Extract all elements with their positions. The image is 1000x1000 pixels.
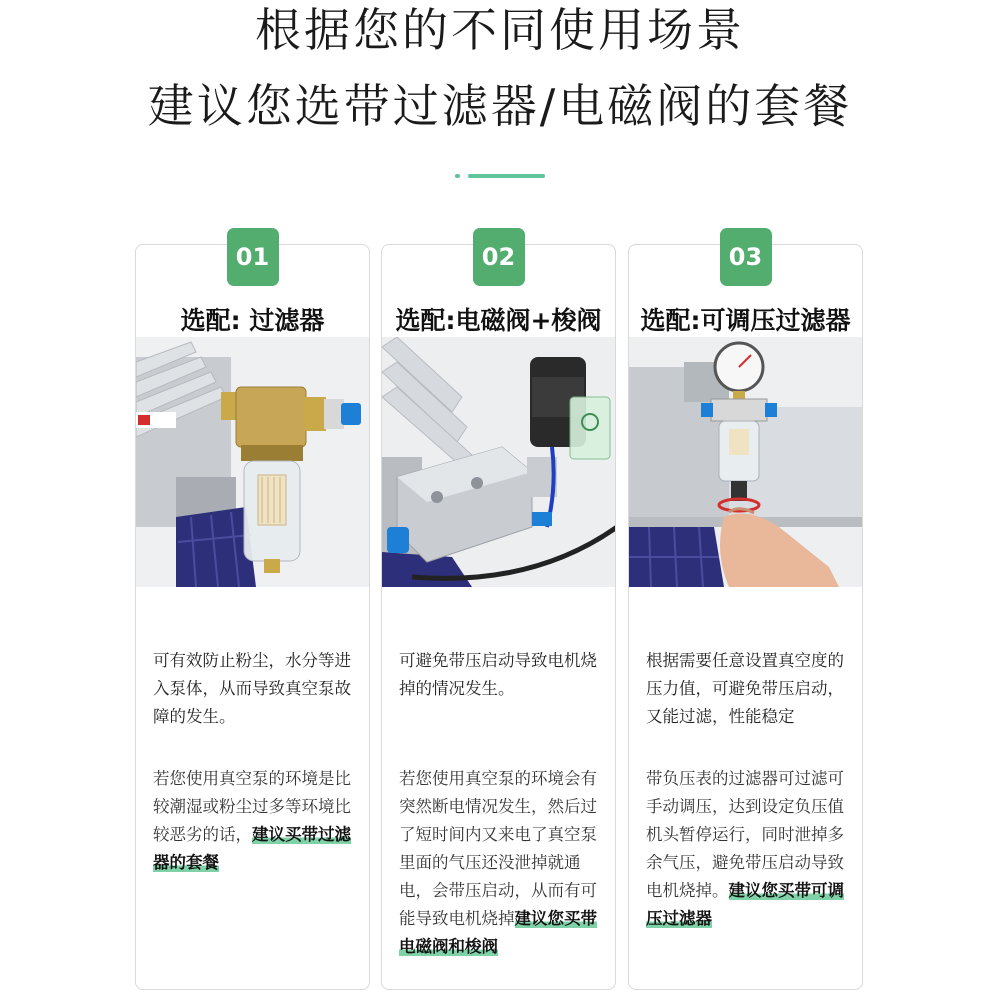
card-scenario xyxy=(646,765,854,933)
divider-bar xyxy=(468,174,545,178)
card-title: 选配: 过滤器 xyxy=(180,306,325,335)
card-scenario xyxy=(153,765,361,877)
scenario-text: 若您使用真空泵的环境会有突然断电情况发生，然后过了短时间内又来电了真空泵里面的气压还没泄掉就通电，会带压启动，从而有可能导致电机烧掉 xyxy=(399,769,597,928)
option-card-solenoid xyxy=(381,244,616,990)
card-title: 选配:电磁阀+梭阀 xyxy=(395,306,602,335)
card-description: 可有效防止粉尘，水分等进入泵体，从而导致真空泵故障的发生。 xyxy=(153,651,351,726)
option-card-regulator-filter xyxy=(628,244,863,990)
title-divider xyxy=(455,173,545,179)
recommendation-highlight: 建议买带过滤器的套餐 xyxy=(153,825,351,872)
page-title-line2: 建议您选带过滤器/电磁阀的套餐 xyxy=(147,79,853,133)
card-number-badge: 02 xyxy=(473,228,525,286)
card-number-badge: 03 xyxy=(720,228,772,286)
solenoid-valve-photo xyxy=(382,337,615,587)
scenario-text: 带负压表的过滤器可过滤可手动调压，达到设定负压值机头暂停运行，同时泄掉多余气压，避免带压启动导致电机烧掉。 xyxy=(646,769,844,900)
card-scenario xyxy=(399,765,607,961)
page-title-line1: 根据您的不同使用场景 xyxy=(255,3,745,57)
regulator-filter-photo xyxy=(629,337,862,587)
scenario-text: 若您使用真空泵的环境是比较潮湿或粉尘过多等环境比较恶劣的话， xyxy=(153,769,351,844)
card-title: 选配:可调压过滤器 xyxy=(640,306,851,335)
recommendation-highlight: 建议您买带电磁阀和梭阀 xyxy=(399,909,597,956)
card-description: 可避免带压启动导致电机烧掉的情况发生。 xyxy=(399,651,597,698)
card-description: 根据需要任意设置真空度的压力值，可避免带压启动，又能过滤，性能稳定 xyxy=(646,651,844,726)
divider-dot xyxy=(455,174,460,178)
option-card-filter xyxy=(135,244,370,990)
card-number-badge: 01 xyxy=(227,228,279,286)
air-filter-photo xyxy=(136,337,369,587)
recommendation-highlight: 建议您买带可调压过滤器 xyxy=(646,881,844,928)
